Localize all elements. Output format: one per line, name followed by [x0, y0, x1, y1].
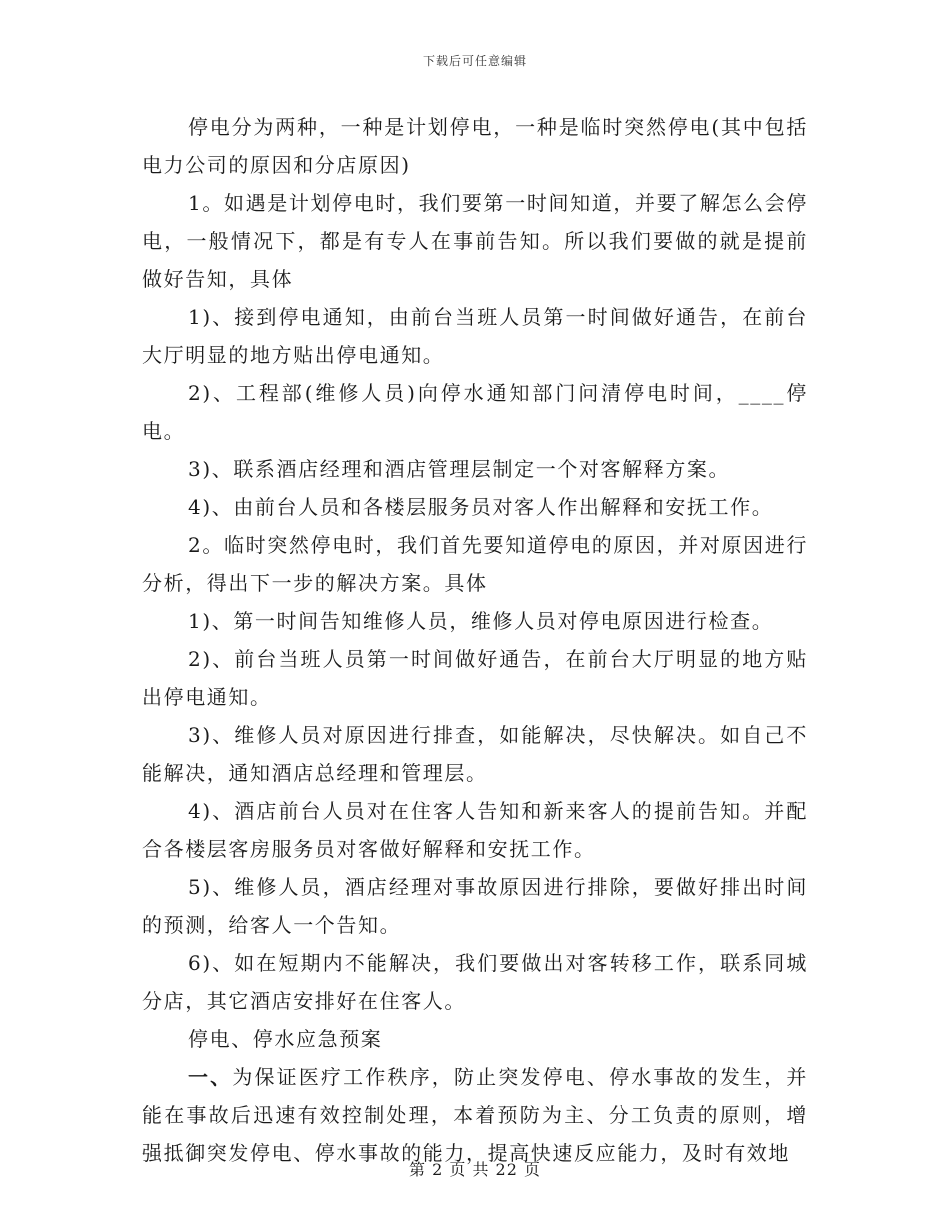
paragraph-sudden-step-5: 5)、维修人员，酒店经理对事故原因进行排除，要做好排出时间的预测，给客人一个告知。 — [142, 875, 808, 937]
paragraph-planned-step-2: 2)、工程部(维修人员)向停水通知部门问清停电时间，____停电。 — [142, 381, 808, 443]
paragraph-planned-step-1: 1)、接到停电通知，由前台当班人员第一时间做好通告，在前台大厅明显的地方贴出停电通知。 — [142, 305, 808, 367]
document-body — [142, 108, 808, 1172]
page-footer: 第 2 页 共 22 页 — [409, 1160, 541, 1179]
paragraph-planned-outage: 1。如遇是计划停电时，我们要第一时间知道，并要了解怎么会停电，一般情况下，都是有专人在事前告知。所以我们要做的就是提前做好告知，具体 — [142, 191, 808, 291]
section-number: 一、 — [188, 1065, 233, 1089]
paragraph-planned-step-4: 4)、由前台人员和各楼层服务员对客人作出解释和安抚工作。 — [188, 495, 774, 519]
paragraph-sudden-outage: 2。临时突然停电时，我们首先要知道停电的原因，并对原因进行分析，得出下一步的解决方案。具体 — [142, 533, 808, 595]
paragraph-section-one — [142, 1058, 808, 1172]
page-header: 下载后可任意编辑 — [422, 54, 527, 68]
paragraph-sudden-step-6: 6)、如在短期内不能解决，我们要做出对客转移工作，联系同城分店，其它酒店安排好在住客人。 — [142, 951, 808, 1013]
section-heading: 停电、停水应急预案 — [188, 1027, 383, 1051]
paragraph-sudden-step-3: 3)、维修人员对原因进行排查，如能解决，尽快解决。如自己不能解决，通知酒店总经理和管理层。 — [142, 723, 808, 785]
paragraph-intro: 停电分为两种，一种是计划停电，一种是临时突然停电(其中包括电力公司的原因和分店原因) — [142, 115, 808, 177]
section-one-text: 为保证医疗工作秩序，防止突发停电、停水事故的发生，并能在事故后迅速有效控制处理，本着预防为主、分工负责的原则，增强抵御突发停电、停水事故的能力，提高快速反应能力，及时有效地 — [142, 1065, 808, 1165]
paragraph-sudden-step-2: 2)、前台当班人员第一时间做好通告，在前台大厅明显的地方贴出停电通知。 — [142, 647, 808, 709]
paragraph-sudden-step-4: 4)、酒店前台人员对在住客人告知和新来客人的提前告知。并配合各楼层客房服务员对客做好解释和安抚工作。 — [142, 799, 808, 861]
paragraph-planned-step-3: 3)、联系酒店经理和酒店管理层制定一个对客解释方案。 — [188, 457, 731, 481]
paragraph-sudden-step-1: 1)、第一时间告知维修人员，维修人员对停电原因进行检查。 — [188, 609, 774, 633]
